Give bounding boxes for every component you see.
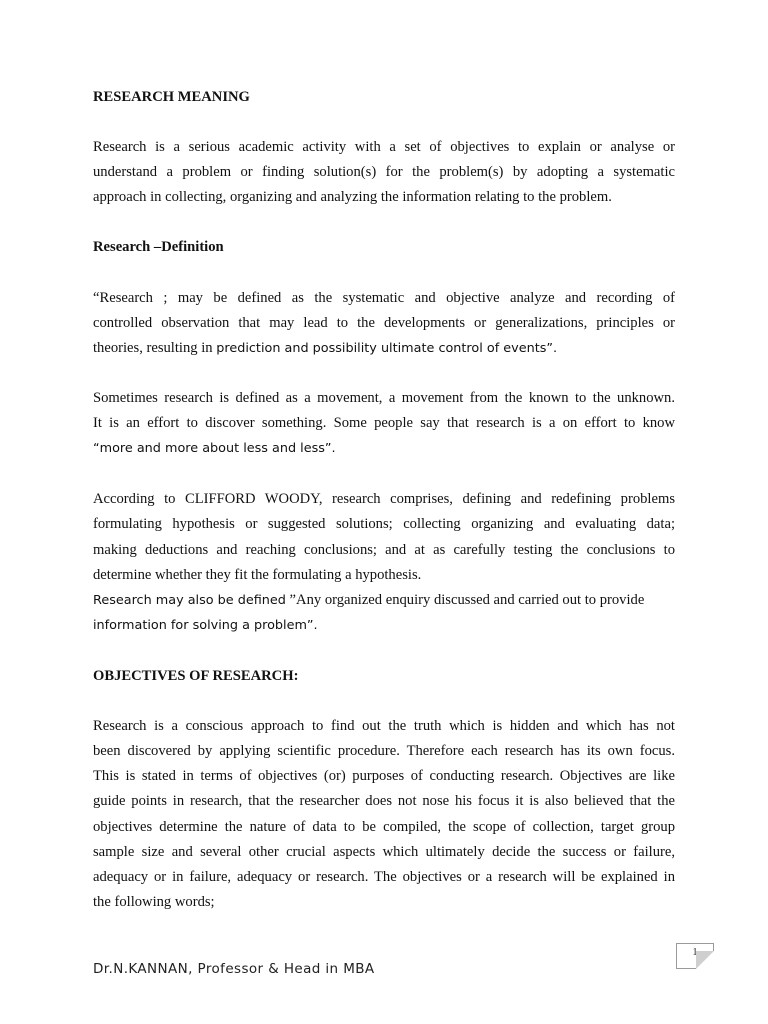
paragraph-objectives-line-8: the following words; [93, 894, 215, 910]
paragraph-movement-line-3: “more and more about less and less”. [93, 441, 336, 456]
heading-research-definition: Research –Definition [93, 239, 224, 255]
paragraph-meaning-line-3: approach in collecting, organizing and analyzing the information relating to the problem. [93, 189, 612, 205]
paragraph-definition-line-3-serif: theories, resulting in [93, 340, 213, 356]
paragraph-objectives-line-7: adequacy or in failure, adequacy or research. The objectives or a research will be explained in [93, 869, 675, 885]
paragraph-definition-line-1: “Research ; may be defined as the systematic and objective analyze and recording of [93, 290, 675, 306]
heading-research-meaning: RESEARCH MEANING [93, 89, 250, 105]
heading-objectives-of-research: OBJECTIVES OF RESEARCH: [93, 668, 299, 684]
paragraph-enquiry-line-2: information for solving a problem”. [93, 618, 318, 633]
paragraph-enquiry-line-1-sans: Research may also be defined [93, 593, 286, 608]
page-number-box [676, 943, 714, 969]
paragraph-meaning-line-1: Research is a serious academic activity with a set of objectives to explain or analyse or [93, 139, 675, 155]
paragraph-objectives-line-1: Research is a conscious approach to find out the truth which is hidden and which has not [93, 718, 675, 734]
paragraph-definition-line-3 [93, 339, 675, 358]
paragraph-woody-line-3: making deductions and reaching conclusions; and at as carefully testing the conclusions to [93, 542, 675, 558]
paragraph-definition-line-2: controlled observation that may lead to the developments or generalizations, principles or [93, 315, 675, 331]
paragraph-objectives-line-3: This is stated in terms of objectives (or) purposes of conducting research. Objectives are like [93, 768, 675, 784]
paragraph-enquiry-line-1-serif: ”Any organized enquiry discussed and carried out to provide [285, 592, 645, 608]
paragraph-objectives-line-2: been discovered by applying scientific procedure. Therefore each research has its own focus. [93, 743, 675, 759]
footer-author: Dr.N.KANNAN, Professor & Head in MBA [93, 961, 375, 977]
paragraph-woody-line-4: determine whether they fit the formulating a hypothesis. [93, 567, 422, 583]
paragraph-objectives-line-4: guide points in research, that the researcher does not nose his focus it is also believed that the [93, 793, 675, 809]
page-fold-corner [696, 951, 714, 969]
paragraph-enquiry-line-1 [93, 591, 675, 610]
paragraph-objectives-line-5: objectives determine the nature of data to be compiled, the scope of collection, target group [93, 819, 675, 835]
paragraph-movement-line-2: It is an effort to discover something. Some people say that research is a on effort to know [93, 415, 675, 431]
paragraph-woody-line-2: formulating hypothesis or suggested solutions; collecting organizing and evaluating data; [93, 516, 675, 532]
paragraph-movement-line-1: Sometimes research is defined as a movement, a movement from the known to the unknown. [93, 390, 675, 406]
paragraph-objectives-line-6: sample size and several other crucial aspects which ultimately decide the success or failure, [93, 844, 675, 860]
paragraph-meaning-line-2: understand a problem or finding solution(s) for the problem(s) by adopting a systematic [93, 164, 675, 180]
page-number: 1 [692, 947, 698, 958]
paragraph-definition-line-3-sans: prediction and possibility ultimate control of events”. [216, 341, 558, 356]
paragraph-woody-line-1: According to CLIFFORD WOODY, research comprises, defining and redefining problems [93, 491, 675, 507]
